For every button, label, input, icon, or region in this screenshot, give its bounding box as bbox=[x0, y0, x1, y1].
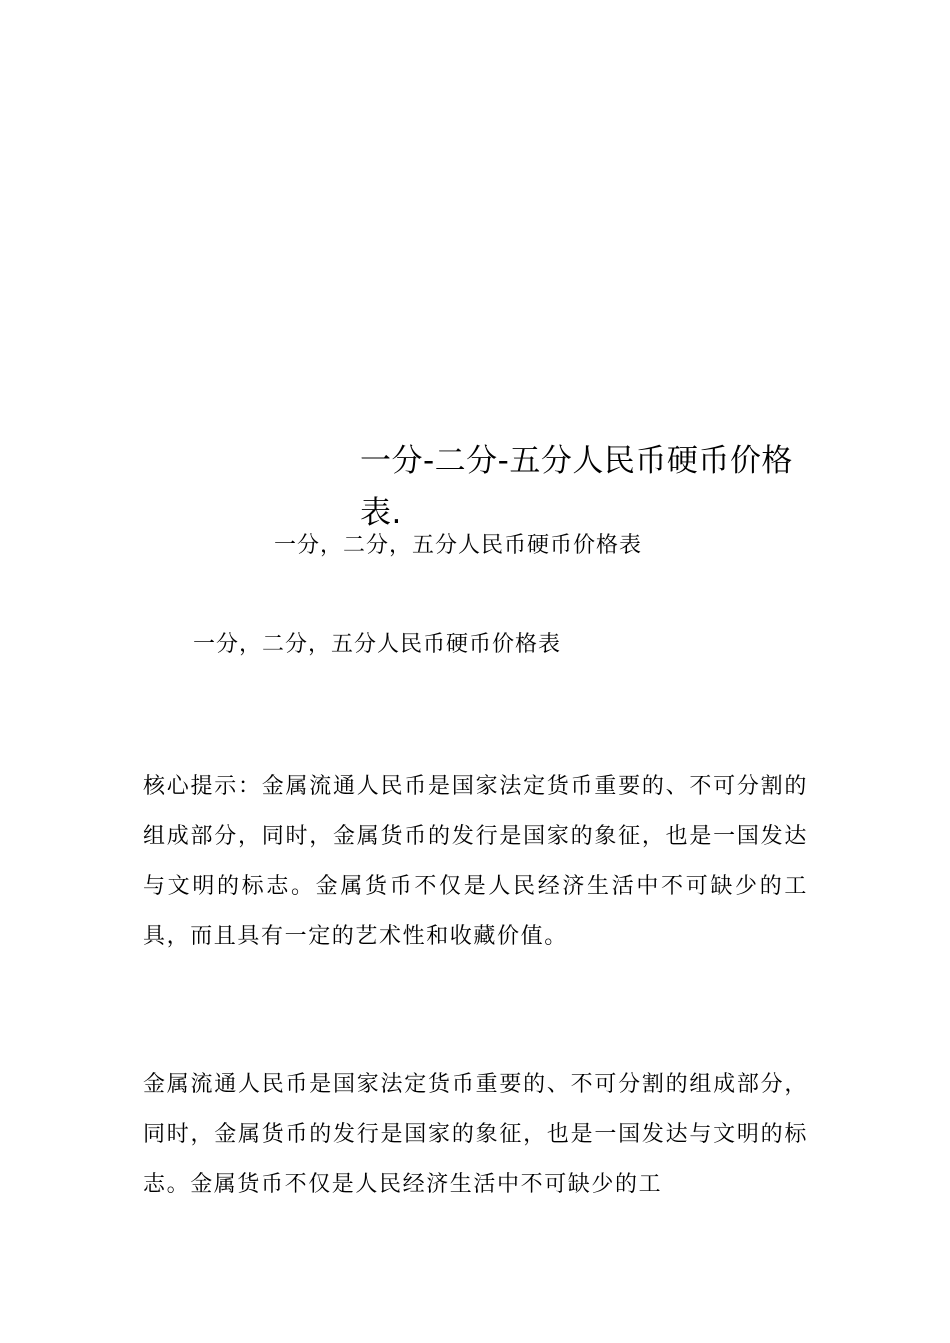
subtitle-line-2: 一分，二分，五分人民币硬币价格表 bbox=[193, 632, 562, 657]
document-title: 一分-二分-五分人民币硬币价格表. bbox=[360, 443, 793, 531]
core-tip-paragraph: 核心提示：金属流通人民币是国家法定货币重要的、不可分割的组成部分，同时，金属货币的发行是国家的象征，也是一国发达与文明的标志。金属货币不仅是人民经济生活中不可缺少的工具，而且具有一定的艺术性和收藏价值。 bbox=[143, 774, 808, 949]
subtitle-line-1: 一分，二分，五分人民币硬币价格表 bbox=[274, 533, 643, 558]
body-paragraph: 金属流通人民币是国家法定货币重要的、不可分割的组成部分，同时，金属货币的发行是国家的象征，也是一国发达与文明的标志。金属货币不仅是人民经济生活中不可缺少的工 bbox=[143, 1072, 808, 1197]
